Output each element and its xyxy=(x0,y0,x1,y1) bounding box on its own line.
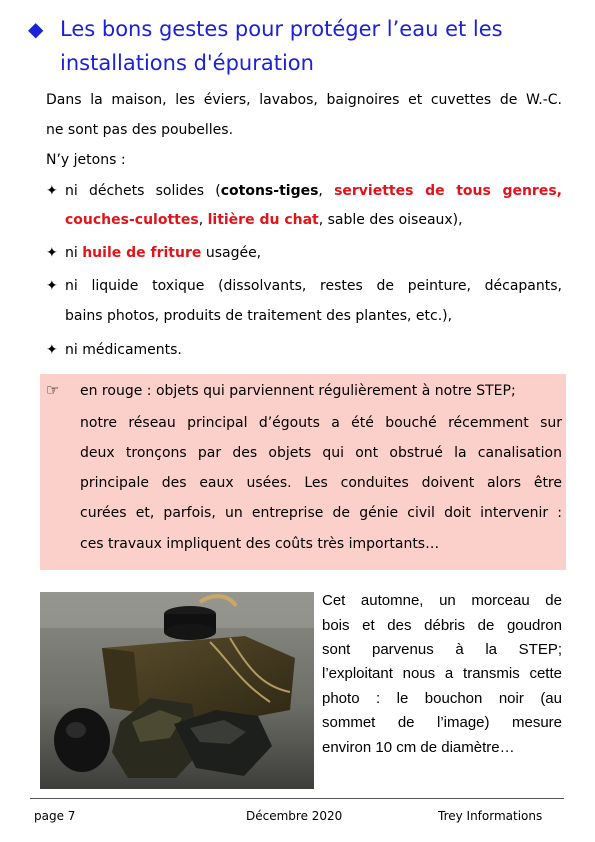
title-line-1: Les bons gestes pour protéger l’eau et les xyxy=(60,17,503,41)
star-bullet-icon: ✦ xyxy=(46,245,58,261)
title-line-2: installations d'épuration xyxy=(60,51,314,75)
footer-divider xyxy=(30,798,564,799)
footer-page-number: page 7 xyxy=(34,809,76,823)
bullet-1-cotons-tiges: cotons-tiges xyxy=(220,183,319,199)
debris-photo xyxy=(40,592,314,789)
intro-line-3: N’y jetons : xyxy=(46,152,126,168)
caption-line-6: sommet de l’image) mesure xyxy=(322,714,562,731)
note-line-3: deux tronçons par des objets qui ont obstrué la canalisation xyxy=(80,445,562,461)
bullet-2-text-end: usagée, xyxy=(201,245,262,261)
bullet-1-couches-culottes: couches-culottes xyxy=(65,212,199,228)
bullet-1-sep-1: , xyxy=(318,183,335,199)
intro-line-1: Dans la maison, les éviers, lavabos, baignoires et cuvettes de W.-C. xyxy=(46,92,562,108)
note-line-6: ces travaux impliquent des coûts très importants… xyxy=(80,536,440,552)
caption-line-2: bois et des débris de goudron xyxy=(322,617,562,634)
bullet-4-line: ni médicaments. xyxy=(65,342,182,358)
bullet-3-line-1: ni liquide toxique (dissolvants, restes de peinture, décapants, xyxy=(65,278,562,294)
star-bullet-icon: ✦ xyxy=(46,278,58,294)
bullet-1-sep-2: , xyxy=(198,212,208,228)
footer-publication: Trey Informations xyxy=(438,809,543,823)
bullet-1-text-a: ni déchets solides ( xyxy=(65,183,221,199)
bullet-2-line xyxy=(65,244,562,262)
note-line-4: principale des eaux usées. Les conduites doivent alors être xyxy=(80,475,562,491)
note-line-2: notre réseau principal d’égouts a été bouché récemment sur xyxy=(80,415,562,431)
bullet-1-text-end: , sable des oiseaux), xyxy=(318,212,463,228)
bullet-1-line-2 xyxy=(65,211,562,229)
debris-photo-illustration xyxy=(40,592,314,789)
star-bullet-icon: ✦ xyxy=(46,342,58,358)
bullet-1-litiere: litière du chat xyxy=(207,212,319,228)
caption-line-1: Cet automne, un morceau de xyxy=(322,592,562,609)
pointing-hand-icon: ☞ xyxy=(46,381,60,399)
bullet-2-huile: huile de friture xyxy=(82,245,202,261)
bullet-1-line-1 xyxy=(65,182,562,200)
bullet-3-line-2: bains photos, produits de traitement des plantes, etc.), xyxy=(65,308,453,324)
caption-line-3: sont parvenus à la STEP; xyxy=(322,641,562,658)
bullet-2-text-a: ni xyxy=(65,245,83,261)
star-bullet-icon: ✦ xyxy=(46,183,58,199)
bullet-1-serviettes: serviettes de tous genres, xyxy=(334,183,562,199)
caption-line-5: photo : le bouchon noir (au xyxy=(322,690,562,707)
caption-line-4: l’exploitant nous a transmis cette xyxy=(322,665,562,682)
note-line-5: curées et, parfois, un entreprise de génie civil doit intervenir : xyxy=(80,505,562,521)
note-line-1: en rouge : objets qui parviennent régulièrement à notre STEP; xyxy=(80,383,516,399)
footer-date: Décembre 2020 xyxy=(246,809,343,823)
caption-line-7: environ 10 cm de diamètre… xyxy=(322,739,515,756)
diamond-icon: ◆ xyxy=(28,17,44,41)
intro-line-2: ne sont pas des poubelles. xyxy=(46,122,234,138)
